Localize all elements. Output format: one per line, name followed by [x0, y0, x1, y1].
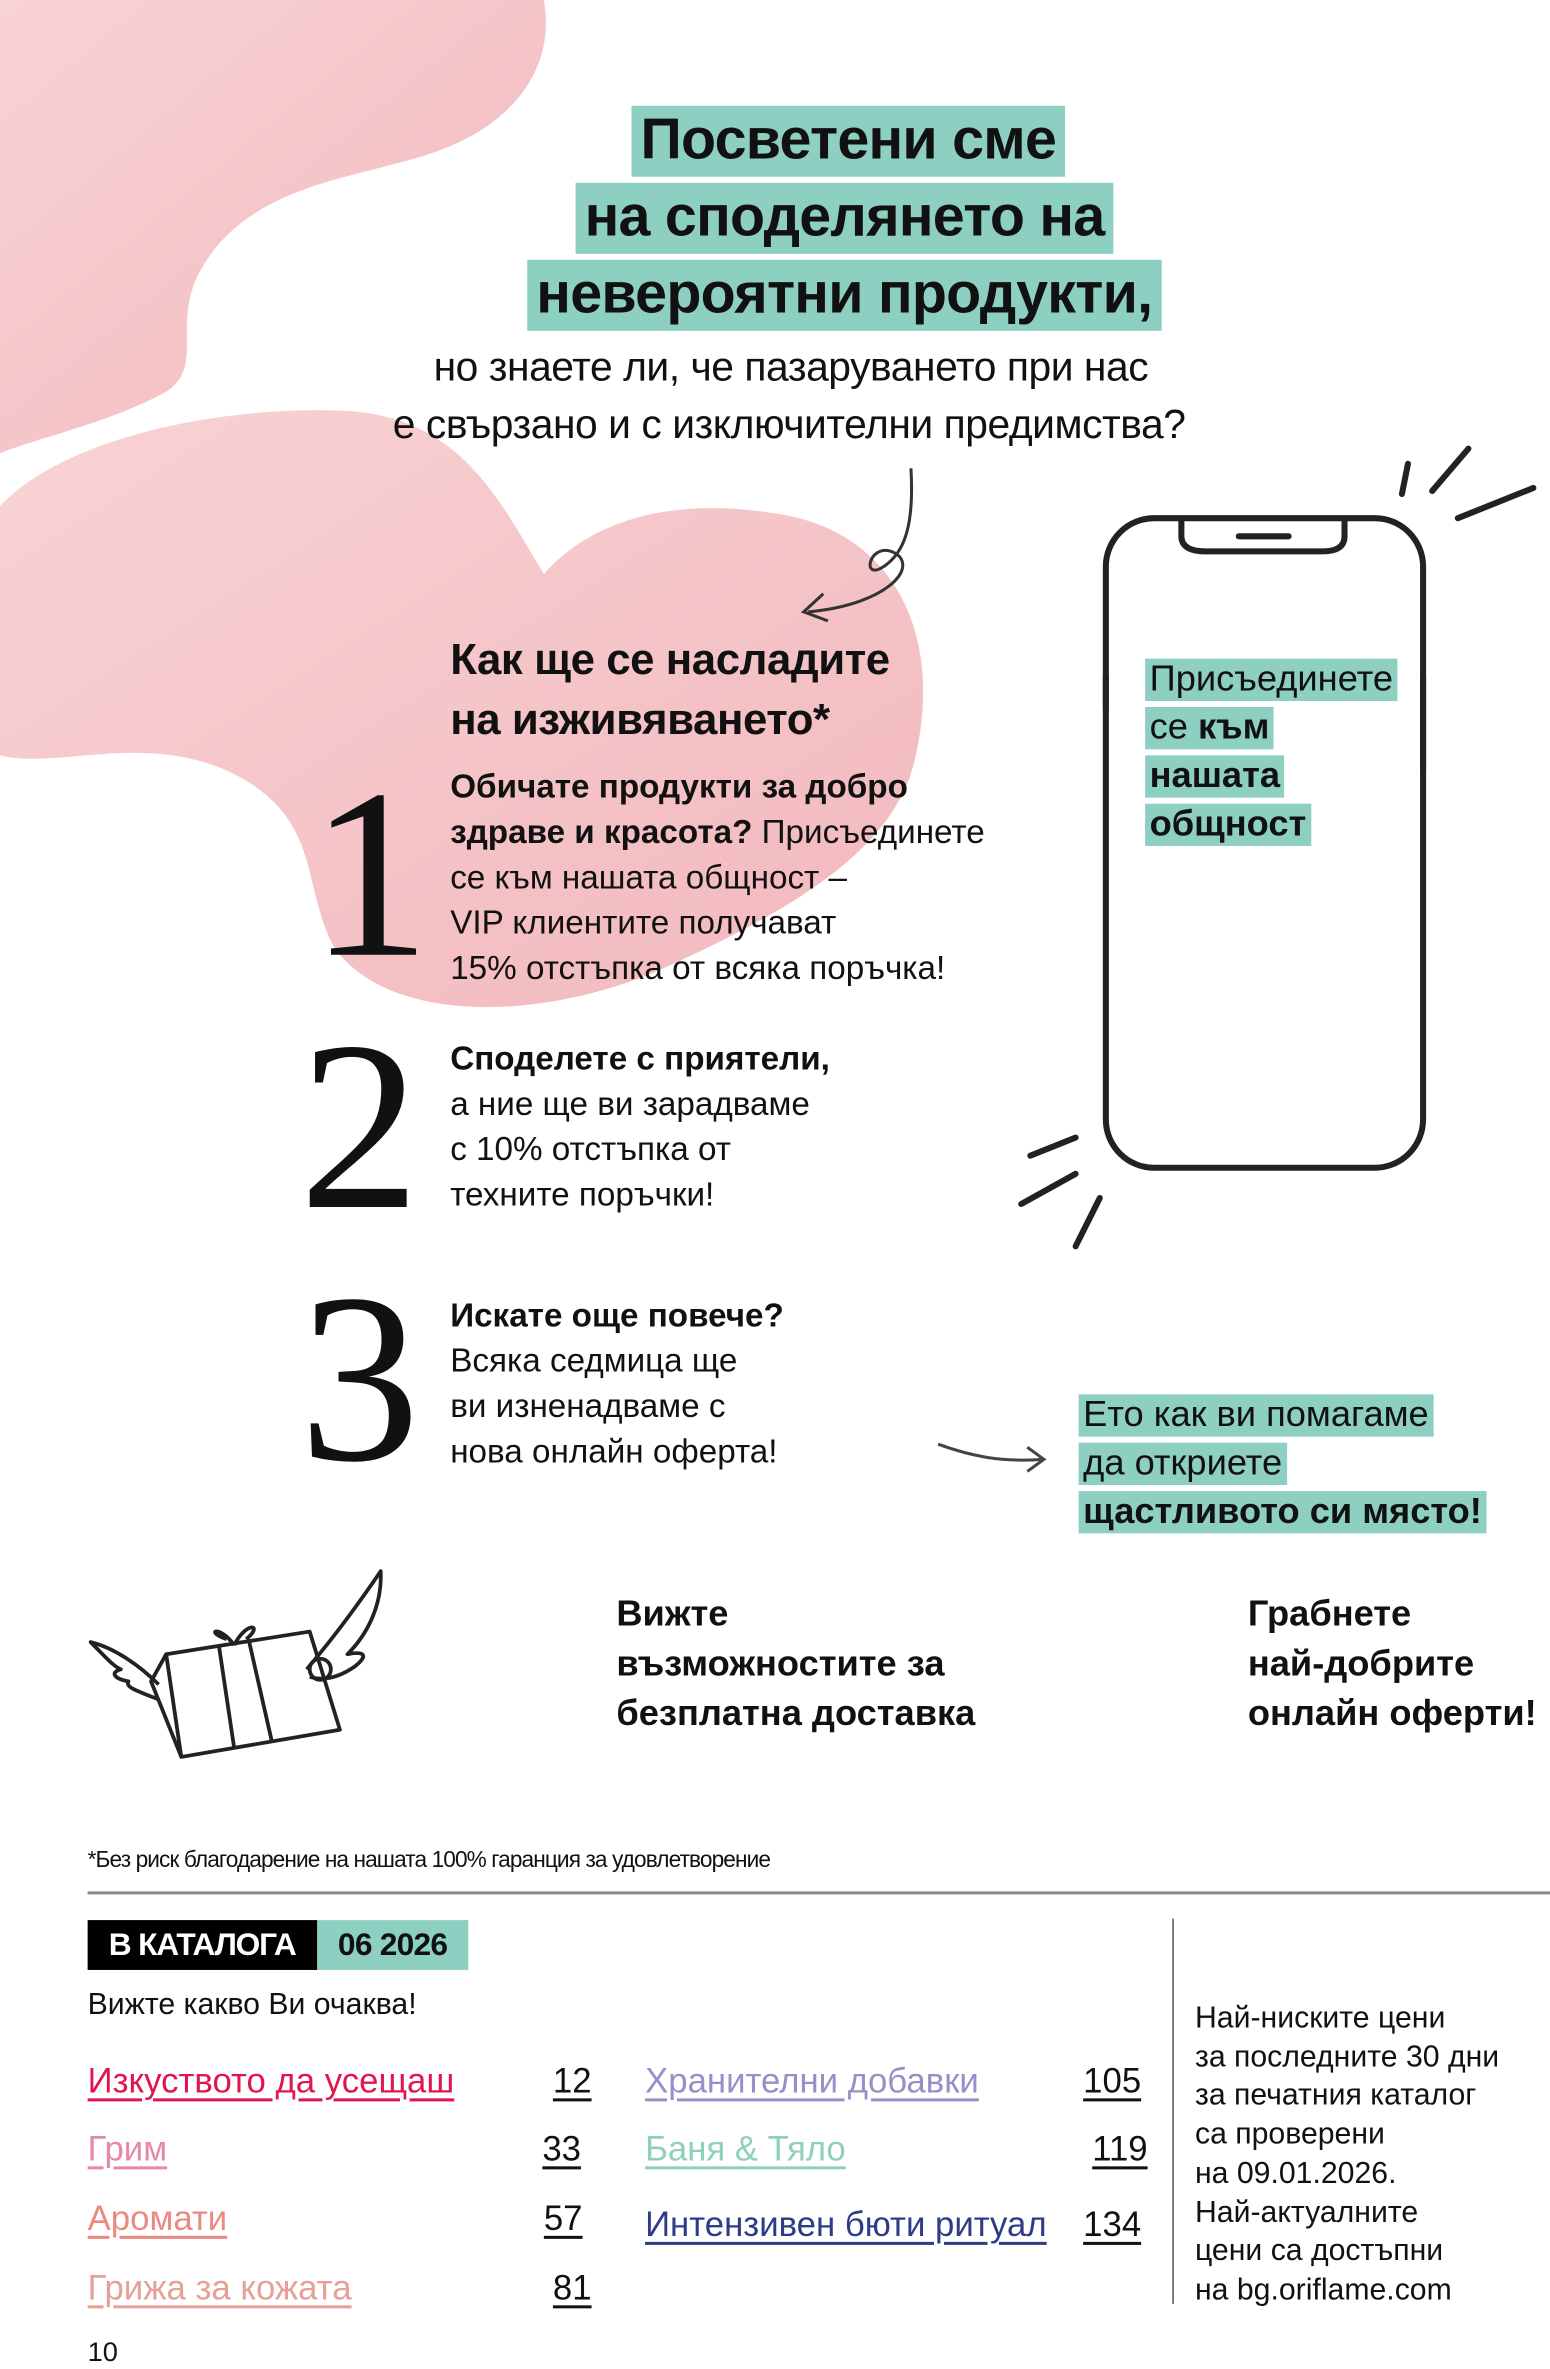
- prices-note-line: са проверени: [1194, 2118, 1385, 2152]
- step-2-text-2: с 10% отстъпка от: [450, 1130, 731, 1168]
- toc-link-skincare[interactable]: Грижа за кожата: [87, 2267, 352, 2307]
- step-3-text-1: Всяка седмица ще: [450, 1341, 738, 1380]
- step-number-2: 2: [299, 991, 420, 1260]
- step-1-text-2: Присъединете: [752, 812, 985, 851]
- phone-text-1: Присъединете: [1145, 659, 1397, 701]
- prices-note-line: за печатния каталог: [1194, 2079, 1477, 2113]
- prices-note-line: за последните 30 дни: [1194, 2040, 1500, 2074]
- step-2-text: [450, 1036, 830, 1217]
- step-1-text: [450, 764, 985, 991]
- prices-note: [1195, 2000, 1499, 2311]
- page-number: 10: [87, 2337, 118, 2368]
- free-delivery-text: [616, 1589, 975, 1739]
- prices-note-line: на 09.01.2026.: [1194, 2156, 1397, 2191]
- delivery-line-3: безплатна доставка: [616, 1693, 976, 1735]
- delivery-line-1: Вижте: [616, 1593, 729, 1635]
- subtitle-line-2: е свързано и с изключителни предимства?: [392, 401, 1186, 448]
- phone-text-3: нашата: [1145, 755, 1284, 797]
- step-1-text-3: се към нашата общност –: [450, 858, 848, 896]
- step-1-text-4: VIP клиентите получават: [450, 903, 837, 942]
- footnote: *Без риск благодарение на нашата 100% гаранция за удовлетворение: [87, 1847, 771, 1874]
- divider: [88, 1891, 1550, 1894]
- headline-line-3: невероятни продукти,: [527, 260, 1161, 331]
- vertical-divider: [1172, 1919, 1174, 2304]
- step-number-1: 1: [309, 738, 431, 1008]
- offers-line-1: Грабнете: [1247, 1593, 1412, 1635]
- toc-link-fragrances[interactable]: Аромати: [87, 2198, 228, 2238]
- toc-link-supplements[interactable]: Хранителни добавки: [645, 2060, 979, 2100]
- step-2-text-3: техните поръчки!: [450, 1175, 715, 1214]
- catalog-issue: 06 2026: [317, 1920, 469, 1970]
- catalog-intro: Вижте какво Ви очаква!: [87, 1988, 417, 2022]
- online-offers-text: [1248, 1589, 1537, 1739]
- step-2-text-1: а ние ще ви зарадваме: [450, 1084, 810, 1123]
- step-1-text-5: 15% отстъпка от всяка поръчка!: [450, 948, 946, 987]
- phone-join-text: [1145, 659, 1397, 852]
- step-3-bold: Искате още повече?: [450, 1296, 784, 1334]
- toc-page[interactable]: 57: [543, 2198, 583, 2238]
- arrow-right-icon: [934, 1432, 1055, 1480]
- toc-page[interactable]: 33: [542, 2128, 582, 2168]
- flying-gift-icon: [83, 1564, 393, 1768]
- curly-arrow-icon: [786, 461, 952, 627]
- toc-link-beauty-ritual[interactable]: Интензивен бюти ритуал: [645, 2204, 1047, 2244]
- help-text-1: Ето как ви помагаме: [1079, 1394, 1434, 1436]
- help-text-2: да откриете: [1079, 1443, 1287, 1485]
- section-title-line-1: Как ще се насладите: [450, 636, 890, 685]
- phone-text-kam: към: [1198, 707, 1270, 748]
- toc-page[interactable]: 105: [1083, 2060, 1142, 2100]
- step-3-text: [450, 1293, 784, 1474]
- toc-link-art-of-feeling[interactable]: Изкуството да усещаш: [87, 2060, 455, 2100]
- catalog-label: В КАТАЛОГА: [88, 1920, 317, 1970]
- prices-note-line: Най-ниските цени: [1194, 2001, 1446, 2035]
- phone-text-se: се: [1149, 707, 1188, 748]
- help-text: [1079, 1394, 1487, 1539]
- toc-page[interactable]: 12: [552, 2060, 592, 2100]
- subtitle-line-1: но знаете ли, че пазаруването при нас: [433, 344, 1149, 390]
- help-text-3: щастливото си място!: [1079, 1491, 1487, 1533]
- phone-text-2: [1145, 707, 1274, 749]
- toc-page[interactable]: 119: [1092, 2128, 1148, 2168]
- prices-note-line: на bg.oriflame.com: [1194, 2273, 1452, 2307]
- prices-note-line: цени са достъпни: [1194, 2234, 1444, 2268]
- catalog-badge: [88, 1920, 469, 1970]
- step-3-text-3: нова онлайн оферта!: [450, 1432, 778, 1470]
- offers-line-2: най-добрите: [1247, 1643, 1475, 1685]
- delivery-line-2: възможностите за: [616, 1643, 945, 1685]
- headline-line-2: на споделянето на: [576, 183, 1114, 254]
- section-title-line-2: на изживяването*: [450, 696, 830, 745]
- toc-page[interactable]: 81: [552, 2267, 592, 2307]
- step-1-bold-2: здраве и красота?: [450, 812, 753, 851]
- prices-note-line: Най-актуалните: [1194, 2195, 1419, 2230]
- toc-page[interactable]: 134: [1083, 2204, 1142, 2244]
- offers-line-3: онлайн оферти!: [1247, 1693, 1537, 1735]
- step-number-3: 3: [299, 1243, 420, 1513]
- step-2-bold: Споделете с приятели,: [450, 1039, 830, 1078]
- phone-text-4: общност: [1145, 804, 1311, 846]
- toc-link-makeup[interactable]: Грим: [87, 2128, 168, 2168]
- step-3-text-2: ви изненадваме с: [450, 1386, 726, 1425]
- step-1-bold-1: Обичате продукти за добро: [450, 767, 908, 806]
- toc-link-bath-body[interactable]: Баня & Тяло: [645, 2128, 846, 2168]
- headline-line-1: Посветени сме: [631, 106, 1065, 177]
